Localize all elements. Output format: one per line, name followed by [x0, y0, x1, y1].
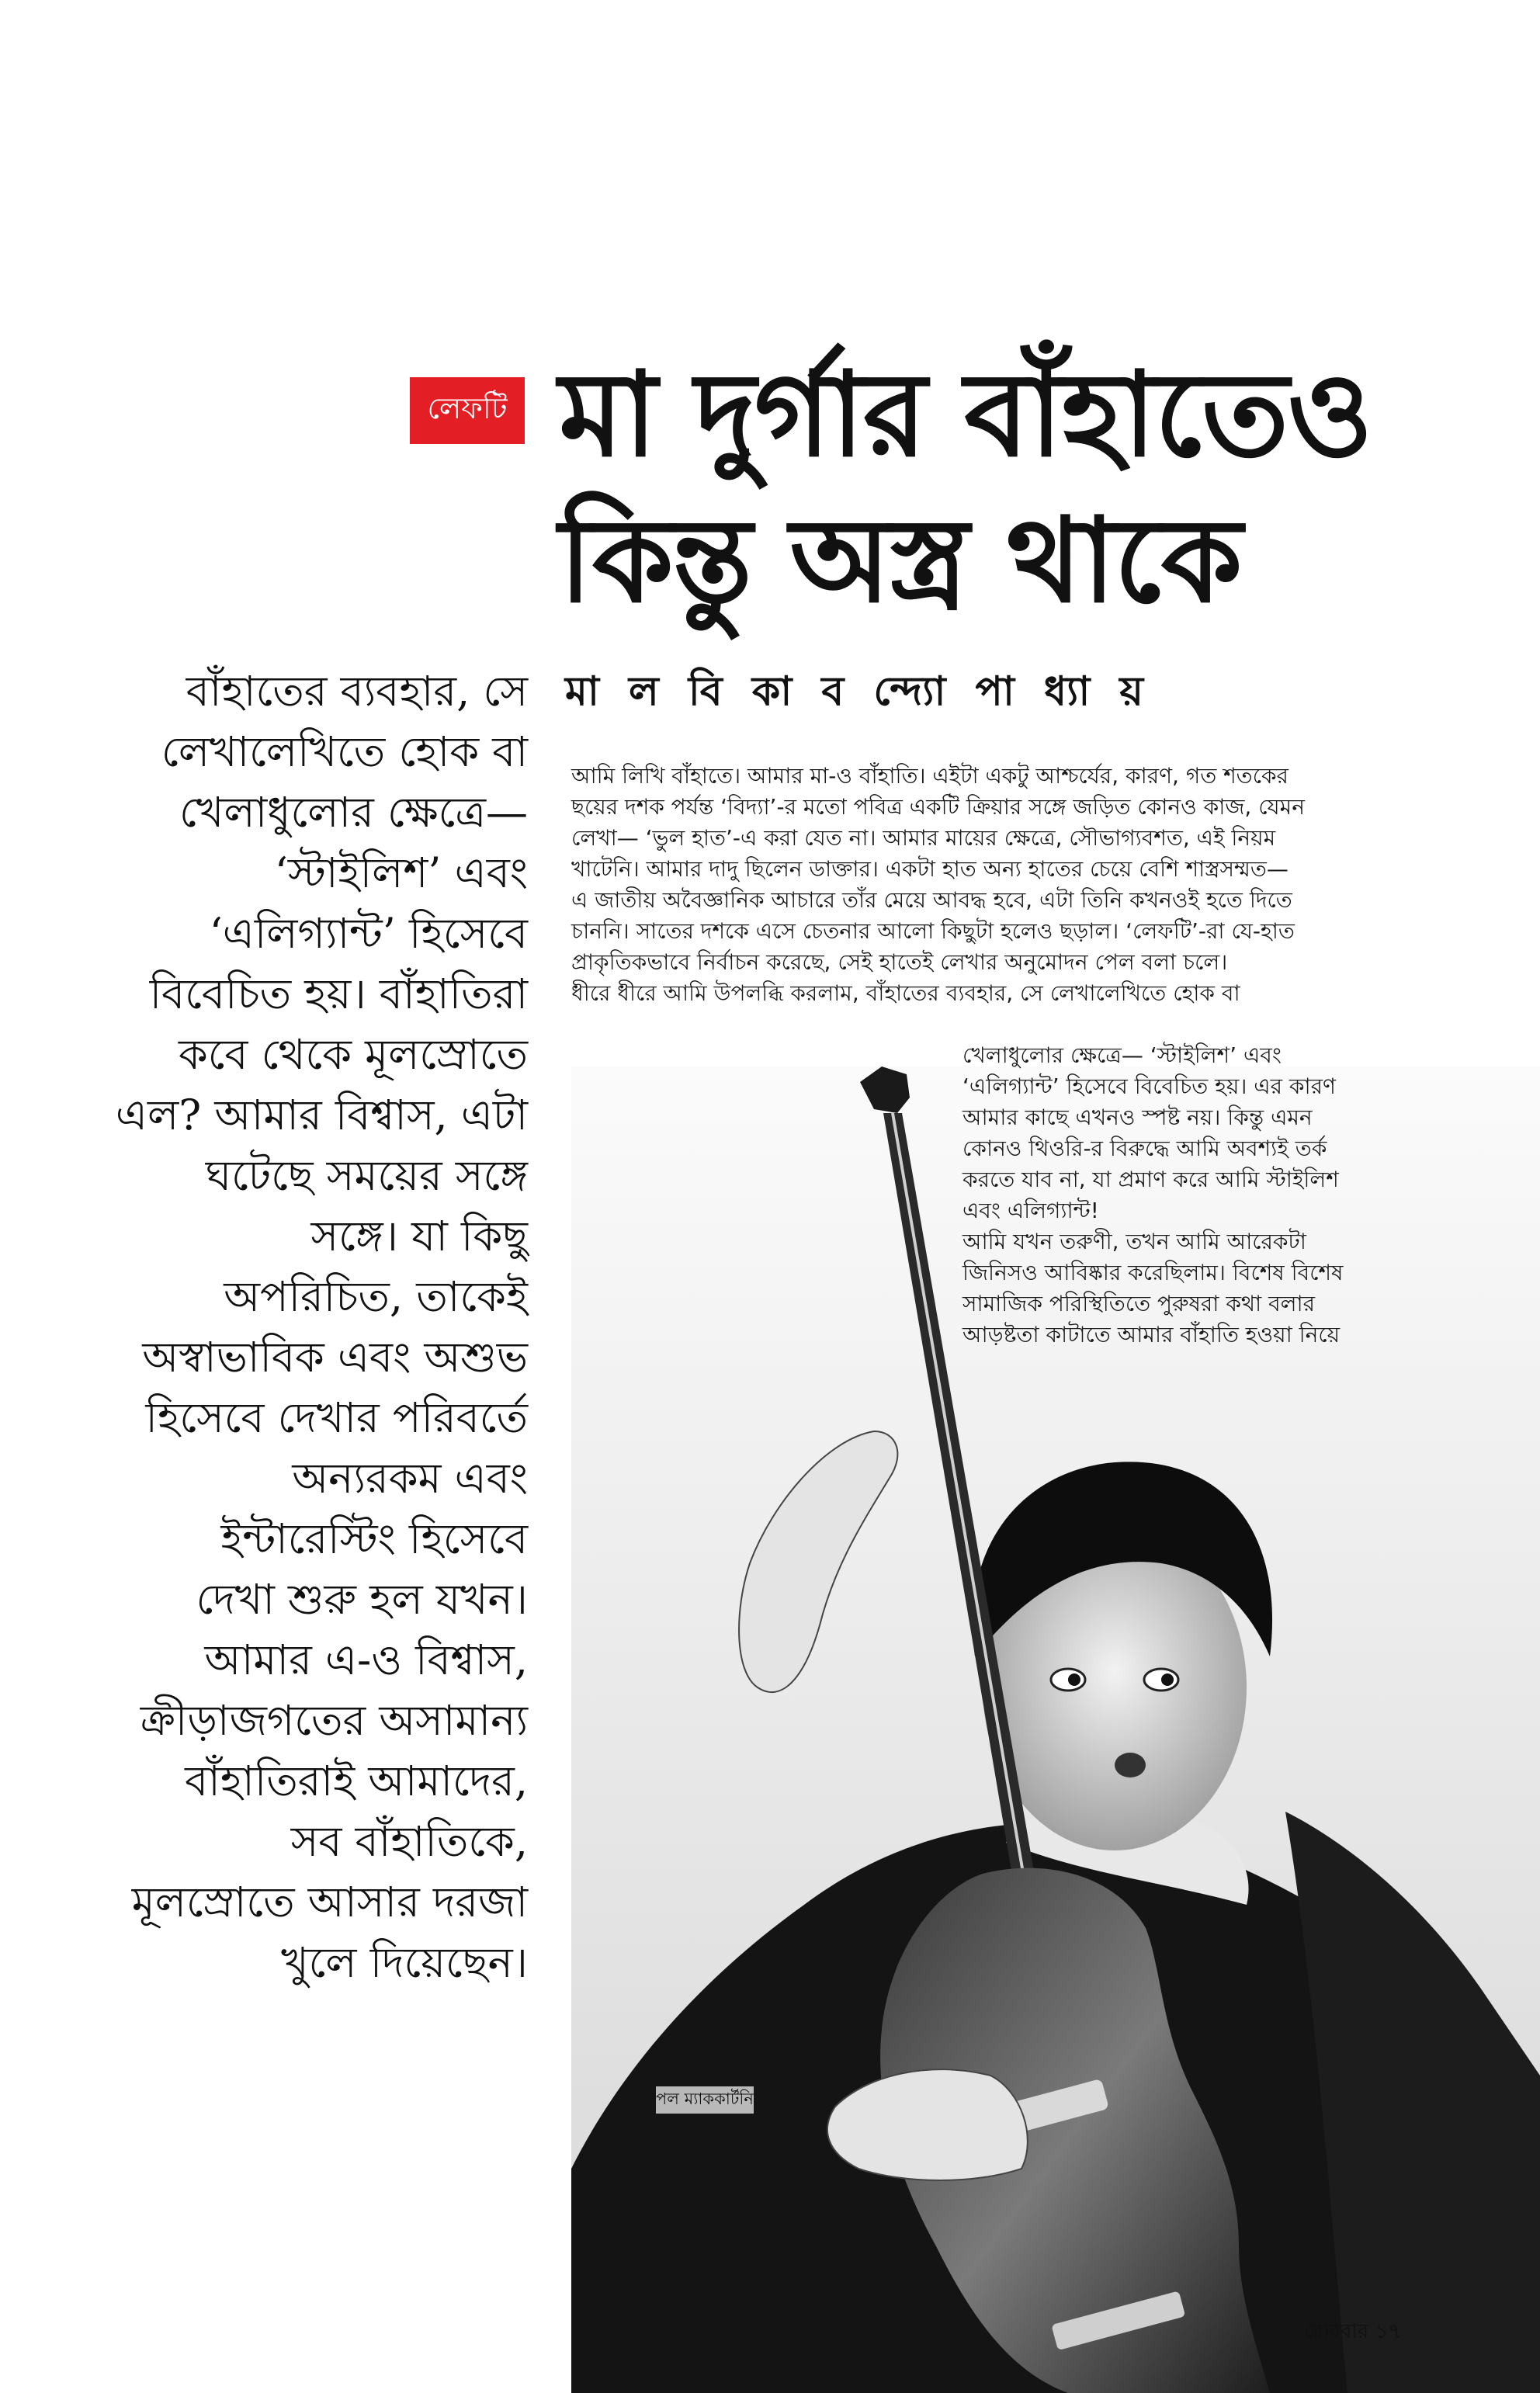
pull-quote-line: ‘স্টাইলিশ’ এবং: [274, 848, 528, 897]
pull-quote-line: কবে থেকে মূলস্রোতে: [178, 1030, 528, 1079]
body-line: এবং এলিগ্যান্ট!: [962, 1198, 1099, 1223]
body-line: সামাজিক পরিস্থিতিতে পুরুষরা কথা বলার: [962, 1291, 1316, 1316]
headline-line-2: কিন্তু অস্ত্র থাকে: [559, 492, 1241, 629]
photo-caption: পল ম্যাককার্টনি: [656, 2086, 754, 2114]
pull-quote: [93, 661, 528, 1993]
byline: মা ল বি কা ব ন্দ্যো পা ধ্যা য়: [565, 668, 1152, 715]
body-line: ধীরে ধীরে আমি উপলব্ধি করলাম, বাঁহাতের ব্যবহার, সে লেখালেখিতে হোক বা: [571, 980, 1240, 1006]
pull-quote-line: খুলে দিয়েছেন।: [281, 1938, 528, 1987]
body-line: প্রাকৃতিকভাবে নির্বাচন করেছে, সেই হাতেই লেখার অনুমোদন পেল বলা চলে।: [571, 949, 1228, 975]
pull-quote-line: ‘এলিগ্যান্ট’ হিসেবে: [209, 909, 528, 958]
pull-quote-line: সঙ্গে। যা কিছু: [310, 1212, 528, 1261]
body-line: আড়ষ্টতা কাটাতে আমার বাঁহাতি হওয়া নিয়ে: [962, 1322, 1341, 1347]
pull-quote-line: অপরিচিত, তাকেই: [224, 1272, 528, 1321]
pull-quote-line: খেলাধুলোর ক্ষেত্রে—: [179, 788, 528, 837]
body-line: ছয়ের দশক পর্যন্ত ‘বিদ্যা’-র মতো পবিত্র একটি ক্রিয়ার সঙ্গে জড়িত কোনও কাজ, যেমন: [571, 794, 1305, 820]
page-folio: রোববার ১৭: [1304, 2320, 1402, 2343]
body-line: জিনিসও আবিষ্কার করেছিলাম। বিশেষ বিশেষ: [962, 1260, 1344, 1285]
body-line: খাটেনি। আমার দাদু ছিলেন ডাক্তার। একটা হাত অন্য হাতের চেয়ে বেশি শাস্ত্রসম্মত—: [571, 856, 1289, 882]
pull-quote-line: বাঁহাতের ব্যবহার, সে: [186, 667, 528, 716]
article-body-continued: [962, 1040, 1397, 1351]
pull-quote-line: বাঁহাতিরাই আমাদের,: [185, 1757, 528, 1805]
pull-quote-line: হিসেবে দেখার পরিবর্তে: [145, 1393, 528, 1442]
pull-quote-line: অস্বাভাবিক এবং অশুভ: [142, 1333, 528, 1382]
body-line: এ জাতীয় অবৈজ্ঞানিক আচারে তাঁর মেয়ে আবদ্ধ হবে, এটা তিনি কখনওই হতে দিতে: [571, 887, 1292, 913]
article-body-top: [571, 761, 1448, 1009]
pull-quote-line: মূলস্রোতে আসার দরজা: [131, 1878, 528, 1927]
pull-quote-line: সব বাঁহাতিকে,: [290, 1817, 528, 1866]
body-line: কোনও থিওরি-র বিরুদ্ধে আমি অবশ্যই তর্ক: [962, 1136, 1327, 1161]
pull-quote-line: লেখালেখিতে হোক বা: [161, 727, 528, 776]
body-line: আমি যখন তরুণী, তখন আমি আরেকটা: [962, 1229, 1306, 1254]
pull-quote-line: ক্রীড়াজগতের অসামান্য: [140, 1696, 528, 1745]
headline-line-1: মা দুর্গার বাঁহাতেও: [559, 346, 1372, 483]
body-line: চাননি। সাতের দশকে এসে চেতনার আলো কিছুটা হলেও ছড়াল। ‘লেফটি’-রা যে-হাত: [571, 918, 1295, 944]
body-line: লেখা— ‘ভুল হাত’-এ করা যেত না। আমার মায়ের ক্ষেত্রে, সৌভাগ্যবশত, এই নিয়ম: [571, 825, 1276, 851]
pull-quote-line: দেখা শুরু হল যখন।: [196, 1575, 528, 1624]
pull-quote-line: ঘটেছে সময়ের সঙ্গে: [205, 1151, 528, 1200]
pull-quote-line: অন্যরকম এবং: [292, 1454, 528, 1503]
body-line: আমার কাছে এখনও স্পষ্ট নয়। কিন্তু এমন: [962, 1105, 1313, 1130]
body-line: করতে যাব না, যা প্রমাণ করে আমি স্টাইলিশ: [962, 1167, 1339, 1192]
pull-quote-line: এল? আমার বিশ্বাস, এটা: [115, 1091, 528, 1139]
section-tag: লেফটি: [410, 377, 525, 444]
body-line: আমি লিখি বাঁহাতে। আমার মা-ও বাঁহাতি। এইটা একটু আশ্চর্যের, কারণ, গত শতকের: [571, 763, 1289, 789]
headline: [559, 342, 1490, 633]
pull-quote-line: বিবেচিত হয়। বাঁহাতিরা: [149, 969, 528, 1018]
pull-quote-line: আমার এ-ও বিশ্বাস,: [204, 1635, 528, 1684]
body-line: খেলাধুলোর ক্ষেত্রে— ‘স্টাইলিশ’ এবং: [962, 1042, 1282, 1068]
pull-quote-line: ইন্টারেস্টিং হিসেবে: [220, 1514, 528, 1563]
body-line: ‘এলিগ্যান্ট’ হিসেবে বিবেচিত হয়। এর কারণ: [962, 1073, 1336, 1099]
